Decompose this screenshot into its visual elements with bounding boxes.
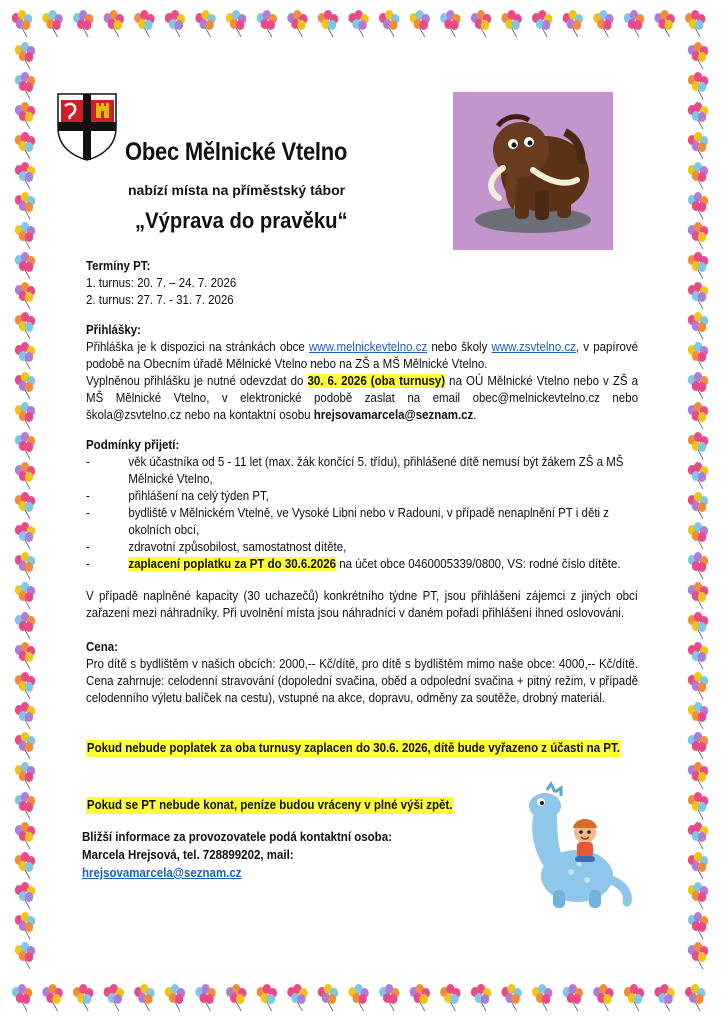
balloon-icon: [440, 984, 460, 1011]
balloon-icon: [688, 702, 708, 729]
balloon-icon: [688, 72, 708, 99]
balloon-icon: [348, 10, 368, 37]
list-item: - bydliště v Mělnickém Vtelně, ve Vysoké Libni nebo v Radouni, v případě nenaplnění PT i děti z okolních obcí,: [86, 506, 610, 537]
contact-intro: Bližší informace za provozovatele podá kontaktní osoba:: [82, 830, 392, 844]
balloon-icon: [654, 984, 674, 1011]
balloon-icon: [688, 522, 708, 549]
applications-paragraph-1: Přihláška je k dispozici na stránkách obce www.melnickevtelno.cz nebo školy www.zsvtelno.cz, v papírové podobě na Obecním úřadě Mělnické Vtelno nebo na ZŠ a MŠ Mělnické Vtelno.: [86, 340, 638, 371]
balloon-icon: [688, 552, 708, 579]
balloon-icon: [15, 72, 35, 99]
balloon-icon: [15, 552, 35, 579]
conditions-heading: Podmínky přijetí:: [86, 438, 180, 452]
balloon-icon: [15, 102, 35, 129]
balloon-icon: [15, 762, 35, 789]
balloon-border-right: [681, 40, 717, 984]
balloon-icon: [257, 10, 277, 37]
applications-paragraph-2: Vyplněnou přihlášku je nutné odevzdat do 30. 6. 2026 (oba turnusy) na OÚ Mělnické Vtelno nebo v ZŠ a MŠ Mělnické Vtelno, v elektronické podobě zaslat na email obec@melnickevtelno.cz nebo škola@zsvtelno.cz nebo na kontaktní osobu hrejsovamarcela@seznam.cz.: [86, 374, 638, 422]
balloon-icon: [688, 192, 708, 219]
balloon-icon: [688, 342, 708, 369]
balloon-icon: [688, 102, 708, 129]
balloon-icon: [15, 192, 35, 219]
balloon-icon: [165, 984, 185, 1011]
balloon-icon: [501, 984, 521, 1011]
balloon-icon: [15, 462, 35, 489]
balloon-icon: [226, 10, 246, 37]
balloon-icon: [688, 252, 708, 279]
balloon-icon: [410, 984, 430, 1011]
balloon-icon: [688, 822, 708, 849]
balloon-icon: [195, 984, 215, 1011]
contact-email-link[interactable]: hrejsovamarcela@seznam.cz: [82, 866, 242, 880]
balloon-icon: [410, 10, 430, 37]
terms-heading: Termíny PT:: [86, 259, 151, 273]
balloon-icon: [501, 10, 521, 37]
balloon-icon: [287, 984, 307, 1011]
balloon-icon: [15, 402, 35, 429]
balloon-icon: [15, 132, 35, 159]
balloon-icon: [471, 984, 491, 1011]
contact-block: [82, 828, 392, 882]
balloon-icon: [688, 582, 708, 609]
balloon-icon: [654, 10, 674, 37]
balloon-icon: [688, 432, 708, 459]
balloon-icon: [563, 984, 583, 1011]
balloon-border-left: [8, 40, 44, 984]
turn-2: 2. turnus: 27. 7. - 31. 7. 2026: [86, 293, 234, 307]
balloon-icon: [532, 10, 552, 37]
list-item: - zdravotní způsobilost, samostatnost dítěte,: [86, 540, 347, 554]
contact-person: Marcela Hrejsová, tel. 728899202, mail:: [82, 848, 294, 862]
balloon-icon: [688, 492, 708, 519]
balloon-icon: [15, 702, 35, 729]
balloon-icon: [688, 132, 708, 159]
balloon-icon: [15, 732, 35, 759]
mammoth-illustration: [453, 92, 613, 250]
balloon-icon: [379, 984, 399, 1011]
balloon-icon: [12, 10, 32, 37]
balloon-icon: [15, 492, 35, 519]
turn-1: 1. turnus: 20. 7. – 24. 7. 2026: [86, 276, 237, 290]
balloon-icon: [134, 984, 154, 1011]
balloon-icon: [685, 984, 705, 1011]
balloon-icon: [624, 10, 644, 37]
balloon-icon: [15, 162, 35, 189]
balloon-icon: [73, 10, 93, 37]
price-heading: Cena:: [86, 640, 118, 654]
balloon-icon: [134, 10, 154, 37]
balloon-icon: [15, 342, 35, 369]
balloon-border-top: [8, 6, 717, 42]
org-title: Obec Mělnické Vtelno: [125, 138, 348, 166]
balloon-icon: [379, 10, 399, 37]
balloon-icon: [12, 984, 32, 1011]
balloon-icon: [688, 732, 708, 759]
subtitle: nabízí místa na příměstský tábor: [128, 182, 346, 198]
balloon-icon: [593, 984, 613, 1011]
balloon-icon: [688, 792, 708, 819]
balloon-icon: [688, 162, 708, 189]
balloon-icon: [563, 10, 583, 37]
balloon-icon: [73, 984, 93, 1011]
conditions-list: [86, 454, 638, 573]
balloon-icon: [42, 10, 62, 37]
contact-email-inline: hrejsovamarcela@seznam.cz: [313, 408, 474, 422]
balloon-icon: [532, 984, 552, 1011]
balloon-icon: [688, 672, 708, 699]
capacity-paragraph: V případě naplněné kapacity (30 uchazečů) konkrétního týdne PT, jsou přihlášení zájemci z jiných obcí zařazeni mezi náhradníky. Při uvolnění místa jsou náhradníci v daném pořadí přihlášení ihned oslovováni.: [86, 589, 638, 620]
balloon-icon: [15, 252, 35, 279]
balloon-icon: [257, 984, 277, 1011]
balloon-icon: [688, 642, 708, 669]
balloon-icon: [42, 984, 62, 1011]
balloon-icon: [688, 942, 708, 969]
balloon-border-bottom: [8, 980, 717, 1016]
balloon-icon: [15, 372, 35, 399]
applications-heading: Přihlášky:: [86, 323, 141, 337]
fee-deadline: zaplacení poplatku za PT do 30.6.2026: [128, 557, 337, 571]
school-website-link[interactable]: www.zsvtelno.cz: [491, 340, 576, 354]
balloon-icon: [440, 10, 460, 37]
balloon-icon: [15, 582, 35, 609]
balloon-icon: [688, 402, 708, 429]
balloon-icon: [688, 282, 708, 309]
balloon-icon: [471, 10, 491, 37]
balloon-icon: [318, 984, 338, 1011]
balloon-icon: [688, 222, 708, 249]
balloon-icon: [688, 312, 708, 339]
balloon-icon: [15, 432, 35, 459]
balloon-icon: [15, 792, 35, 819]
coat-of-arms-icon: [56, 92, 118, 162]
balloon-icon: [15, 852, 35, 879]
balloon-icon: [165, 10, 185, 37]
balloon-icon: [15, 42, 35, 69]
municipality-website-link[interactable]: www.melnickevtelno.cz: [308, 340, 428, 354]
balloon-icon: [15, 912, 35, 939]
balloon-icon: [688, 462, 708, 489]
balloon-icon: [15, 522, 35, 549]
balloon-icon: [15, 222, 35, 249]
payment-warning: Pokud nebude poplatek za oba turnusy zaplacen do 30.6. 2026, dítě bude vyřazeno z účasti na PT.: [86, 741, 620, 755]
balloon-icon: [688, 612, 708, 639]
balloon-icon: [348, 984, 368, 1011]
balloon-icon: [688, 852, 708, 879]
balloon-icon: [15, 312, 35, 339]
balloon-icon: [15, 642, 35, 669]
balloon-icon: [104, 984, 124, 1011]
balloon-icon: [624, 984, 644, 1011]
price-paragraph: Pro dítě s bydlištěm v našich obcích: 2000,-- Kč/dítě, pro dítě s bydlištěm mimo naše obce: 4000,-- Kč/dítě. Cena zahrnuje: celodenní stravování (dopolední svačina, oběd a odpolední svačina + pitný režim, v případě celodenního výletu balíček na cestu), vstupné na akce, dopravu, odměny za soutěže, drobný materiál.: [86, 657, 638, 705]
balloon-icon: [15, 942, 35, 969]
balloon-icon: [688, 372, 708, 399]
balloon-icon: [688, 762, 708, 789]
list-item: - zaplacení poplatku za PT do 30.6.2026 na účet obce 0460005339/0800, VS: rodné číslo dítěte.: [86, 557, 621, 571]
balloon-icon: [688, 912, 708, 939]
balloon-icon: [287, 10, 307, 37]
balloon-icon: [15, 282, 35, 309]
balloon-icon: [15, 822, 35, 849]
balloon-icon: [104, 10, 124, 37]
balloon-icon: [318, 10, 338, 37]
balloon-icon: [195, 10, 215, 37]
balloon-icon: [15, 612, 35, 639]
balloon-icon: [226, 984, 246, 1011]
list-item: - věk účastníka od 5 - 11 let (max. žák končící 5. třídu), přihlášené dítě nemusí být žákem ZŠ a MŠ Mělnické Vtelno,: [86, 455, 624, 486]
balloon-icon: [15, 882, 35, 909]
balloon-icon: [685, 10, 705, 37]
balloon-icon: [593, 10, 613, 37]
balloon-icon: [15, 672, 35, 699]
list-item: - přihlášení na celý týden PT,: [86, 489, 269, 503]
camp-title: „Výprava do pravěku“: [135, 208, 348, 233]
balloon-icon: [688, 882, 708, 909]
application-deadline: 30. 6. 2026 (oba turnusy): [307, 374, 446, 388]
refund-notice: Pokud se PT nebude konat, peníze budou vráceny v plné výši zpět.: [86, 798, 453, 812]
dinosaur-with-child-illustration: [515, 780, 635, 912]
balloon-icon: [688, 42, 708, 69]
